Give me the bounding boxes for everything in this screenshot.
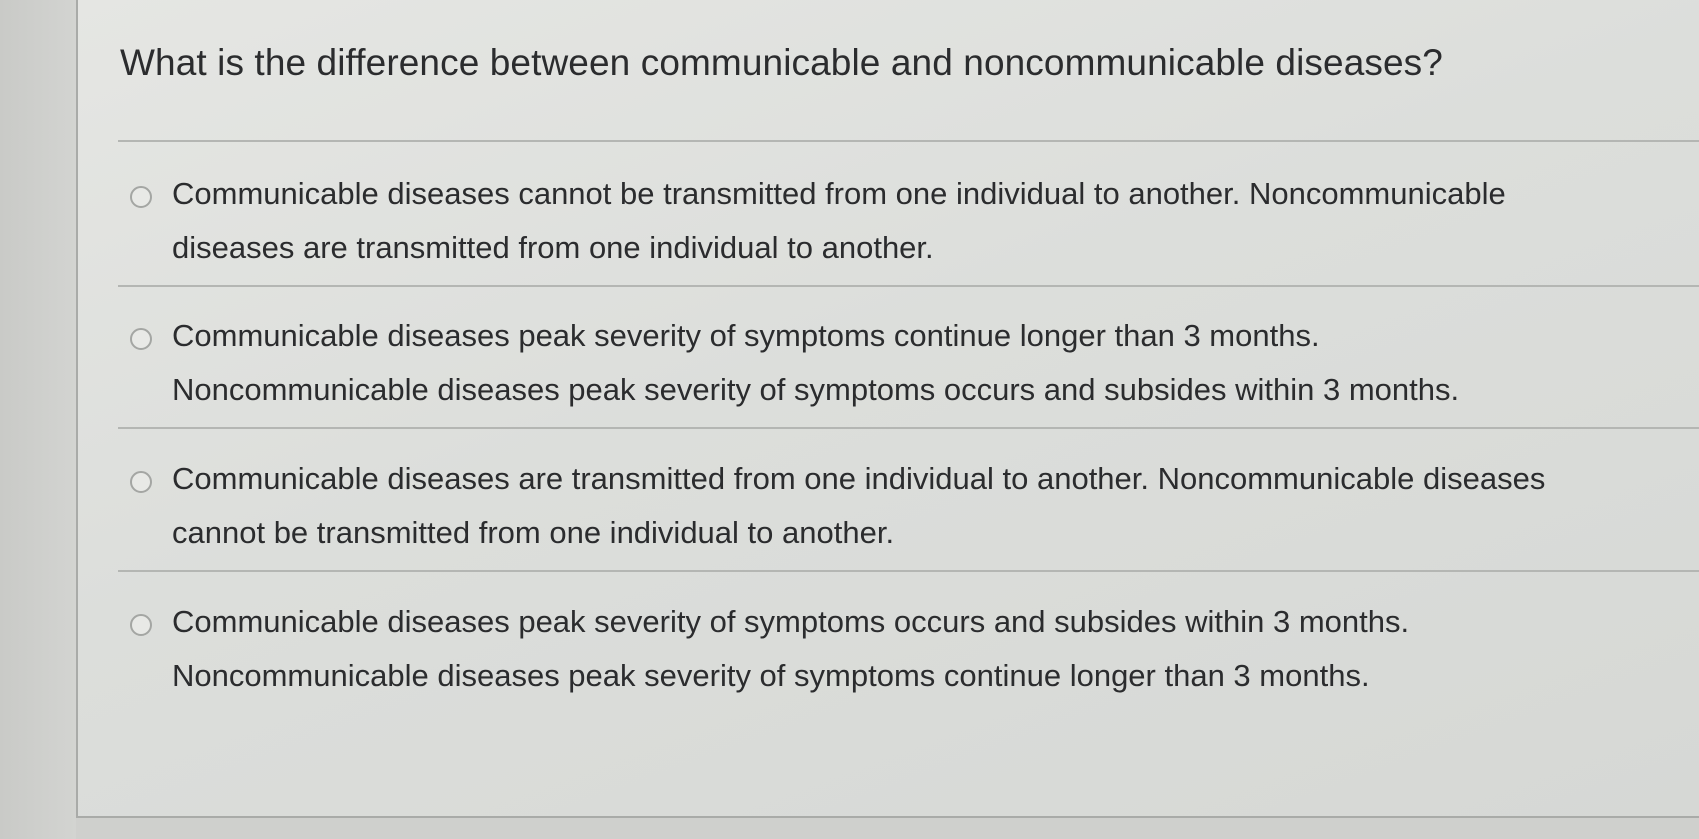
radio-button[interactable] [130, 186, 152, 208]
answer-line: diseases are transmitted from one individual to another. [172, 230, 934, 265]
answer-option-text[interactable] [172, 309, 1690, 417]
answer-option-text[interactable] [172, 595, 1690, 703]
answer-option-1[interactable] [130, 176, 1690, 275]
answer-line: Communicable diseases peak severity of symptoms occurs and subsides within 3 months. [172, 604, 1410, 639]
answer-option-2[interactable] [130, 318, 1690, 417]
divider [118, 427, 1699, 429]
answer-option-text[interactable] [172, 452, 1690, 560]
answer-line: Noncommunicable diseases peak severity of symptoms continue longer than 3 months. [172, 658, 1370, 693]
divider [118, 140, 1699, 142]
answer-line: Communicable diseases are transmitted from one individual to another. Noncommunicable diseases [172, 461, 1546, 496]
radio-button[interactable] [130, 328, 152, 350]
page-margin [0, 0, 76, 839]
answer-line: Communicable diseases peak severity of symptoms continue longer than 3 months. [172, 318, 1320, 353]
question-text: What is the difference between communicable and noncommunicable diseases? [120, 42, 1443, 83]
radio-button[interactable] [130, 471, 152, 493]
answer-option-4[interactable] [130, 604, 1690, 703]
radio-button[interactable] [130, 614, 152, 636]
answer-option-text[interactable] [172, 167, 1690, 275]
answer-option-3[interactable] [130, 461, 1690, 560]
answer-line: Noncommunicable diseases peak severity of symptoms occurs and subsides within 3 months. [172, 372, 1460, 407]
question-card [76, 0, 1699, 818]
divider [118, 285, 1699, 287]
answer-line: cannot be transmitted from one individual to another. [172, 515, 895, 550]
divider [118, 570, 1699, 572]
answer-line: Communicable diseases cannot be transmitted from one individual to another. Noncommunicable [172, 176, 1506, 211]
